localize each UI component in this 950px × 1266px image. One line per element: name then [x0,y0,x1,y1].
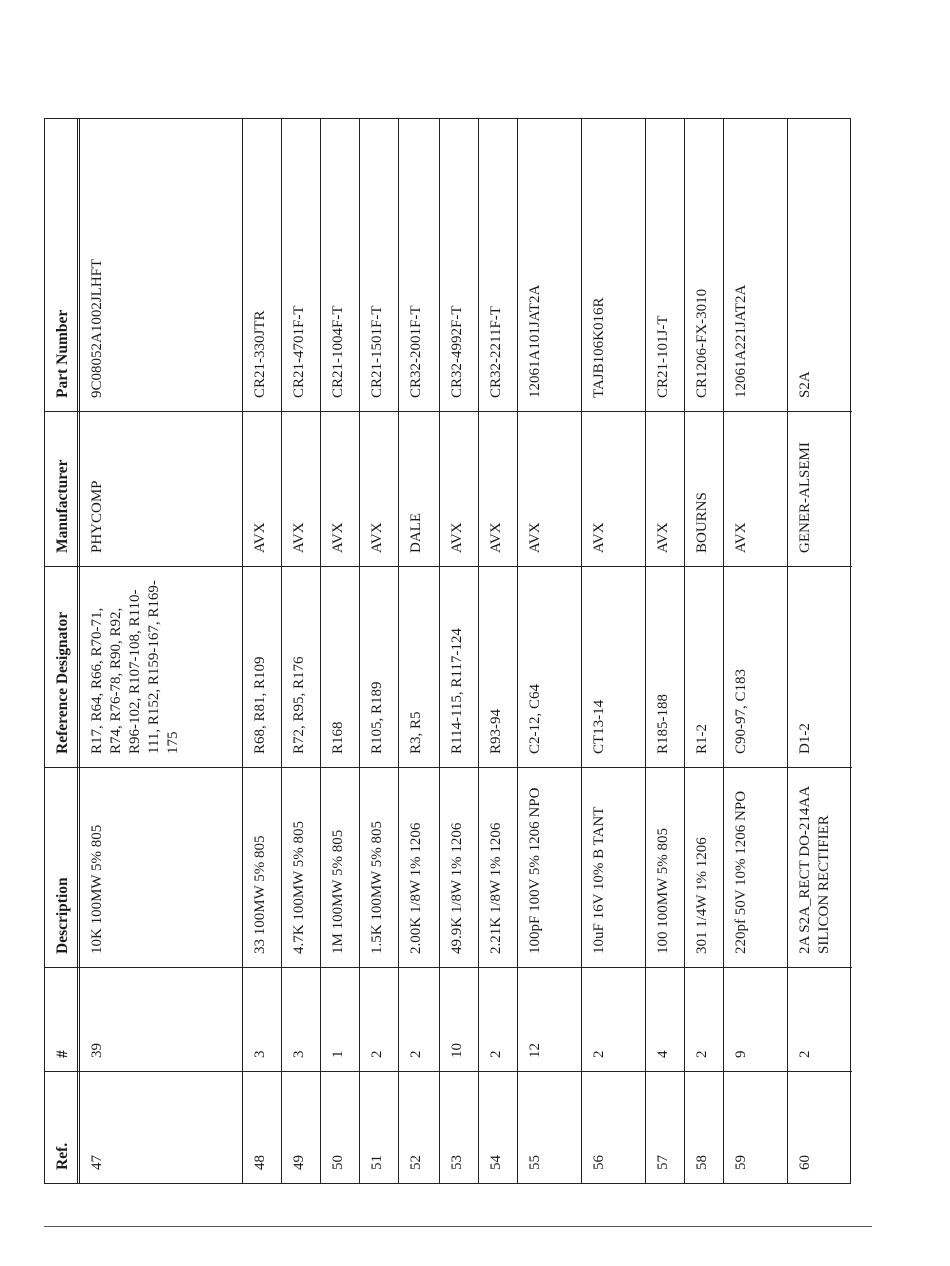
cell-description: 2.21K 1/8W 1% 1206 [488,822,504,954]
cell-reference-designator: R185-188 [655,694,671,754]
cell-ref: 52 [408,1155,424,1170]
cell-reference-designator: R68, R81, R109 [252,656,268,754]
cell-part-number: CR21-4701F-T [291,305,307,398]
row-separator [242,118,243,1184]
cell-description: 2A S2A_RECT DO-214AA SILICON RECTIFIER [797,786,832,954]
cell-qty: 2 [369,1050,385,1058]
cell-ref: 53 [449,1155,465,1170]
cell-description: 220pf 50V 10% 1206 NPO [733,790,749,954]
cell-part-number: CR32-2211F-T [488,306,504,398]
cell-manufacturer: AVX [291,522,307,553]
cell-reference-designator: C2-12, C64 [527,683,543,754]
cell-reference-designator: R72, R95, R176 [291,656,307,754]
cell-reference-designator: CT13-14 [591,699,607,754]
cell-description: 100pF 100V 5% 1206 NPO [527,787,543,954]
cell-reference-designator: D1-2 [797,723,813,754]
cell-description: 2.00K 1/8W 1% 1206 [408,822,424,954]
cell-description: 10K 100MW 5% 805 [89,824,105,954]
cell-qty: 2 [591,1050,607,1058]
cell-part-number: CR32-2001F-T [408,305,424,398]
cell-description: 49.9K 1/8W 1% 1206 [449,822,465,954]
cell-ref: 57 [655,1155,671,1170]
cell-reference-designator: R168 [330,721,346,754]
cell-description: 4.7K 100MW 5% 805 [291,820,307,954]
cell-ref: 47 [89,1155,105,1170]
cell-part-number: CR21-1501F-T [369,305,385,398]
cell-qty: 3 [252,1050,268,1058]
cell-reference-designator: R93-94 [488,709,504,754]
cell-manufacturer: AVX [330,522,346,553]
cell-manufacturer: AVX [733,522,749,553]
row-separator [517,118,518,1184]
cell-part-number: CR32-4992F-T [449,305,465,398]
cell-manufacturer: PHYCOMP [89,480,105,553]
cell-description: 1.5K 100MW 5% 805 [369,820,385,954]
cell-manufacturer: AVX [488,522,504,553]
cell-qty: 2 [488,1050,504,1058]
header-reference-designator: Reference Designator [54,611,71,754]
cell-qty: 9 [733,1050,749,1058]
footer-rule [44,1226,872,1227]
cell-manufacturer: AVX [591,522,607,553]
cell-ref: 55 [527,1155,543,1170]
cell-manufacturer: DALE [408,513,424,553]
cell-qty: 2 [694,1050,710,1058]
column-separator [44,967,852,968]
column-separator [44,767,852,768]
cell-ref: 51 [369,1155,385,1170]
row-separator [478,118,479,1184]
cell-ref: 58 [694,1155,710,1170]
cell-reference-designator: R17, R64, R66, R70-71, R74, R76-78, R90, R92, R96-102, R107-108, R110-111, R152, R159-167, R169-175 [89,580,181,754]
row-separator [581,118,582,1184]
cell-ref: 60 [797,1155,813,1170]
cell-qty: 12 [527,1043,543,1058]
cell-ref: 54 [488,1155,504,1170]
cell-part-number: CR1206-FX-3010 [694,288,710,398]
cell-part-number: 12061A221JAT2A [733,284,749,398]
column-separator [44,566,852,567]
cell-reference-designator: R105, R189 [369,681,385,754]
cell-description: 100 100MW 5% 805 [655,828,671,954]
cell-part-number: CR21-330JTR [252,310,268,398]
row-separator [359,118,360,1184]
header-part-number: Part Number [54,309,71,398]
row-separator [645,118,646,1184]
cell-description: 10uF 16V 10% B TANT [591,806,607,954]
cell-ref: 56 [591,1155,607,1170]
row-separator [439,118,440,1184]
cell-ref: 50 [330,1155,346,1170]
cell-reference-designator: R114-115, R117-124 [449,628,465,754]
row-separator [398,118,399,1184]
header-manufacturer: Manufacturer [54,459,71,553]
cell-part-number: TAJB106K016R [591,297,607,398]
cell-part-number: 9C08052A1002JLHFT [89,258,105,398]
cell-manufacturer: AVX [655,522,671,553]
cell-qty: 1 [330,1050,346,1058]
cell-part-number: CR21-1004F-T [330,305,346,398]
cell-part-number: 12061A101JAT2A [527,284,543,398]
cell-qty: 2 [797,1050,813,1058]
cell-manufacturer: AVX [527,522,543,553]
header-description: Description [54,877,71,954]
cell-qty: 4 [655,1050,671,1058]
cell-part-number: CR21-101J-T [655,315,671,398]
row-separator [723,118,724,1184]
row-separator [320,118,321,1184]
cell-description: 1M 100MW 5% 805 [330,829,346,954]
cell-ref: 48 [252,1155,268,1170]
cell-qty: 2 [408,1050,424,1058]
cell-reference-designator: R1-2 [694,724,710,754]
cell-manufacturer: GENER-ALSEMI [797,442,813,553]
row-separator [281,118,282,1184]
cell-ref: 59 [733,1155,749,1170]
column-separator [44,1071,852,1072]
cell-qty: 10 [449,1043,465,1058]
cell-manufacturer: AVX [369,522,385,553]
cell-reference-designator: R3, R5 [408,711,424,754]
row-separator [787,118,788,1184]
cell-manufacturer: AVX [252,522,268,553]
cell-qty: 3 [291,1050,307,1058]
cell-description: 301 1/4W 1% 1206 [694,837,710,954]
cell-ref: 49 [291,1155,307,1170]
header-ref: Ref. [54,1142,71,1170]
row-separator [684,118,685,1184]
header-qty: # [54,1050,71,1058]
cell-reference-designator: C90-97, C183 [733,668,749,754]
cell-manufacturer: AVX [449,522,465,553]
cell-description: 33 100MW 5% 805 [252,835,268,954]
cell-qty: 39 [89,1043,105,1058]
cell-manufacturer: BOURNS [694,492,710,553]
column-separator [44,411,852,412]
cell-part-number: S2A [797,371,813,398]
